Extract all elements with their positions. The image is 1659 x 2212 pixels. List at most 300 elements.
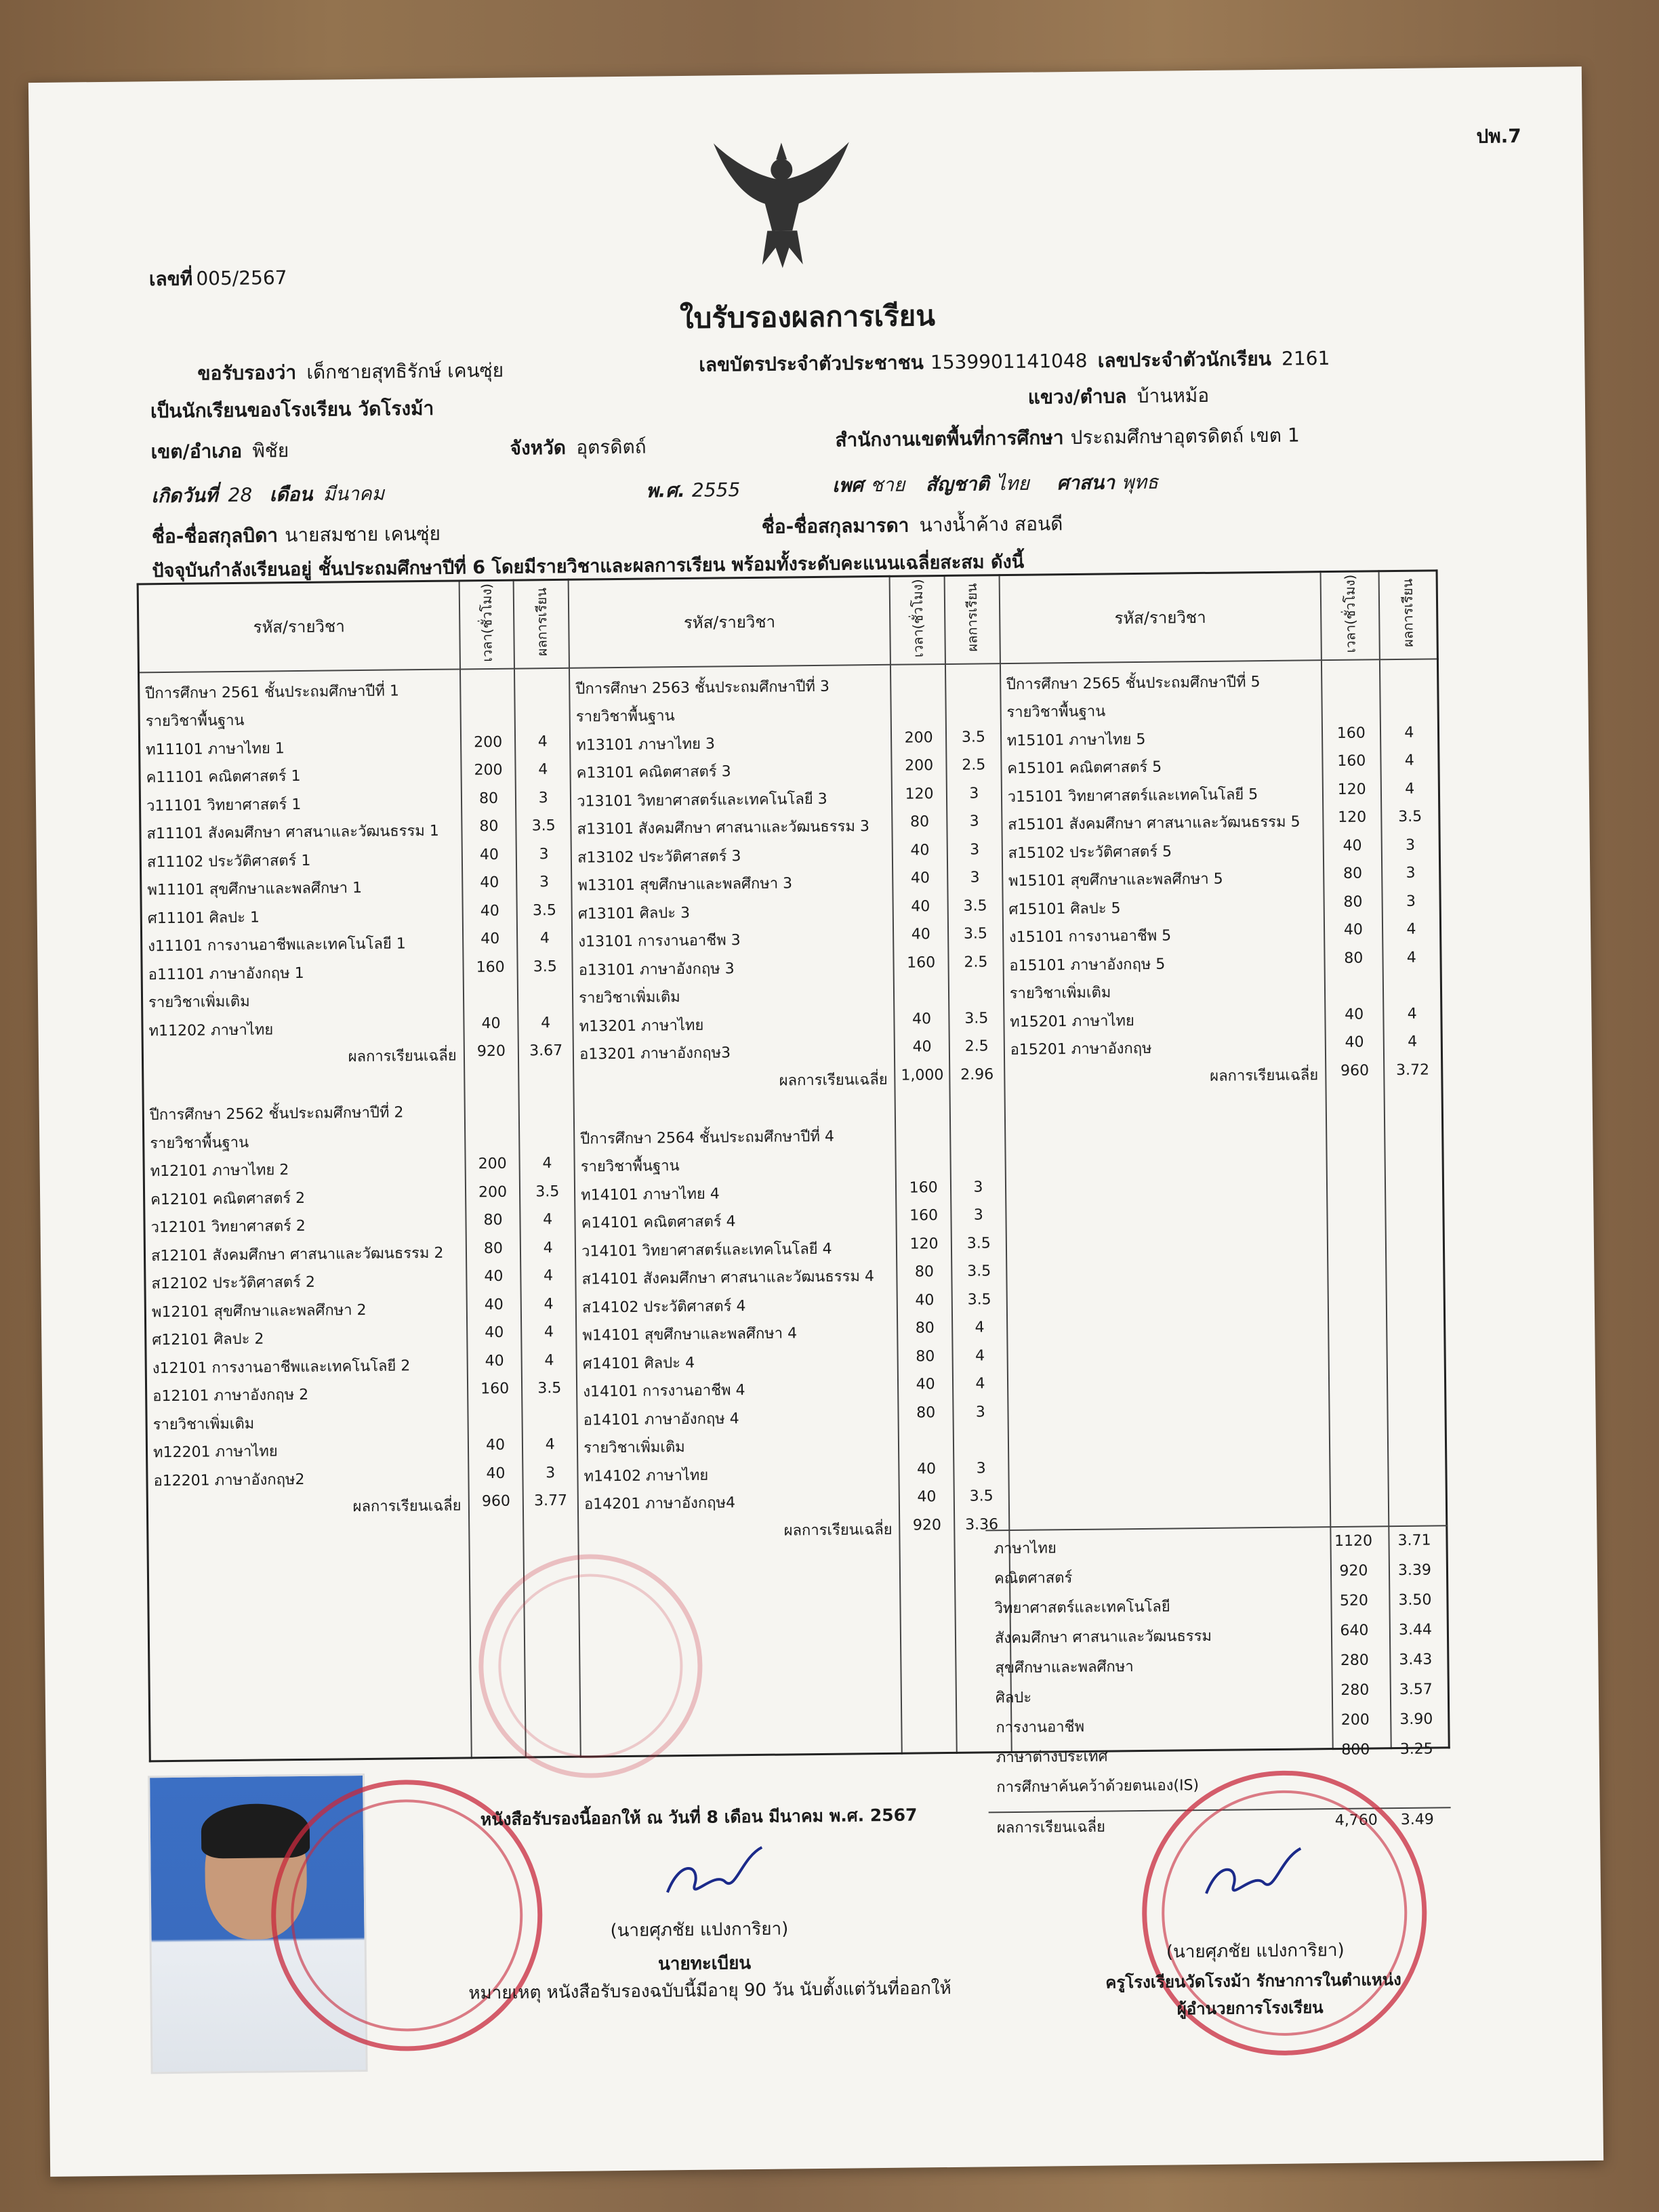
district-value: พิชัย (252, 439, 289, 462)
subject-hours (1322, 668, 1379, 669)
director-title: ครูโรงเรียนวัดโรงม้า รักษาการในตำแหน่ง (1105, 1970, 1401, 1992)
subject-grade: 3 (973, 1206, 983, 1224)
subject-name: รายวิชาพื้นฐาน (150, 1134, 249, 1152)
subject-name: ส13101 สังคมศึกษา ศาสนาและวัฒนธรรม 3 (577, 818, 870, 838)
summary-row (987, 1621, 1449, 1653)
summary-row (986, 1561, 1448, 1593)
subject-grade: 4 (544, 1351, 554, 1369)
student-no: 2161 (1281, 346, 1330, 370)
subject-grade: 3.5 (537, 1379, 562, 1397)
province-line (510, 432, 647, 464)
subject-grade: 3.5 (969, 1488, 994, 1505)
year-line (646, 475, 740, 506)
subject-name: ส11101 สังคมศึกษา ศาสนาและวัฒนธรรม 1 (146, 822, 439, 843)
subject-grade: 4 (541, 1014, 551, 1031)
student-name: เด็กชายสุทธิรักษ์ เคนซุ่ย (306, 359, 504, 384)
subject-hours: 120 (905, 785, 934, 803)
subject-hours: 80 (909, 813, 930, 831)
subject-grade: 3 (973, 1178, 983, 1196)
subject-grade: 3.67 (529, 1042, 563, 1060)
subject-name: อ14201 ภาษาอังกฤษ4 (583, 1494, 736, 1513)
subject-grade: 3.5 (964, 1009, 989, 1027)
subject-hours: 40 (480, 902, 499, 920)
summary-hours: 200 (1340, 1711, 1370, 1729)
header-subject: รหัส/รายวิชา (138, 581, 460, 672)
certify-line (197, 356, 504, 389)
subject-grade (946, 672, 1000, 673)
subject-hours: 80 (483, 1211, 503, 1229)
summary-hours: 640 (1340, 1622, 1369, 1639)
subdistrict-value: บ้านหม้อ (1136, 384, 1210, 407)
subdistrict-label: แขวง/ตำบล (1027, 385, 1127, 409)
subject-name: ปีการศึกษา 2562 ชั้นประถมศึกษาปีที่ 2 (149, 1104, 404, 1124)
subject-name: ค14101 คณิตศาสตร์ 4 (581, 1213, 736, 1232)
subject-name: อ12201 ภาษาอังกฤษ2 (153, 1471, 305, 1490)
subject-hours: 80 (483, 1240, 504, 1257)
student-no-label: เลขประจำตัวนักเรียน (1097, 347, 1271, 372)
year-label: พ.ศ. (646, 478, 685, 502)
summary-row (987, 1711, 1450, 1742)
subject-hours: 200 (474, 733, 503, 751)
subject-name: รายวิชาเพิ่มเติม (152, 1415, 255, 1433)
subject-grade: 4 (543, 1267, 554, 1285)
subject-hours: 920 (912, 1516, 942, 1534)
sex-value: ชาย (869, 473, 905, 497)
subject-name: ศ13101 ศิลปะ 3 (577, 904, 691, 923)
subject-hours: 40 (910, 869, 930, 887)
status-line: ปัจจุบันกำลังเรียนอยู่ ชั้นประถมศึกษาปีที่ 6 โดยมีรายวิชาและผลการเรียน พร้อมทั้งระดับคะแนนเฉลี่ยสะสม ดังนี้ (152, 551, 1025, 582)
subject-grade: 3.5 (531, 817, 556, 835)
subject-name: ท11101 ภาษาไทย 1 (146, 739, 285, 758)
summary-subject: การงานอาชีพ (996, 1718, 1085, 1737)
subject-hours: 40 (485, 1324, 504, 1342)
subject-name: ศ11101 ศิลปะ 1 (147, 909, 260, 927)
subject-hours (891, 672, 945, 673)
subject-hours: 40 (485, 1352, 504, 1370)
nationality-label: สัญชาติ (925, 472, 989, 496)
subject-hours: 160 (1337, 752, 1366, 770)
doc-number-value: 005/2567 (196, 266, 287, 290)
gpa-label: ผลการเรียนเฉลี่ย (1210, 1066, 1319, 1085)
subject-grade: 4 (975, 1375, 985, 1393)
subject-name: อ15201 ภาษาอังกฤษ (1010, 1040, 1152, 1059)
summary-hours: 800 (1341, 1741, 1370, 1759)
subject-grade (949, 981, 1003, 982)
religion-value: พุทธ (1121, 470, 1159, 494)
subject-name: ว15101 วิทยาศาสตร์และเทคโนโลยี 5 (1007, 785, 1258, 806)
subject-grade (954, 1431, 1008, 1432)
subject-hours: 40 (916, 1376, 935, 1393)
subject-hours: 960 (481, 1492, 511, 1511)
subject-hours: 40 (911, 926, 930, 943)
subject-name: พ11101 สุขศึกษาและพลศึกษา 1 (147, 879, 363, 899)
summary-grade: 3.43 (1399, 1651, 1433, 1669)
summary-grade: 3.71 (1397, 1532, 1431, 1550)
gpa-label: ผลการเรียนเฉลี่ย (779, 1071, 888, 1090)
footer-note: หมายเหตุ หนังสือรับรองฉบับนี้มีอายุ 90 วัน นับตั้งแต่วันที่ออกให้ (468, 1978, 951, 2004)
subject-hours: 40 (916, 1460, 937, 1477)
subject-hours: 40 (1343, 837, 1362, 855)
subject-grade: 4 (1405, 780, 1415, 798)
summary-subject: สุขศึกษาและพลศึกษา (995, 1658, 1134, 1677)
summary-grade: 3.90 (1399, 1711, 1433, 1729)
subject-grade: 4 (1407, 1005, 1417, 1023)
father-name: นายสมชาย เคนซุ่ย (285, 522, 441, 547)
transcript-paper (28, 66, 1603, 2177)
subject-name: อ11101 ภาษาอังกฤษ 1 (148, 964, 304, 983)
subject-hours: 40 (485, 1436, 506, 1454)
born-month: มีนาคม (323, 482, 385, 506)
subject-hours: 160 (909, 1179, 938, 1197)
subject-hours: 40 (910, 841, 930, 859)
subject-grade: 3.5 (966, 1234, 991, 1252)
subject-hours: 80 (916, 1404, 936, 1421)
subject-grade (520, 1126, 573, 1127)
subject-name: รายวิชาเพิ่มเติม (583, 1439, 685, 1457)
father-label: ชื่อ-ชื่อสกุลบิดา (151, 524, 279, 548)
subject-hours: 40 (484, 1267, 504, 1286)
subject-name: ว13101 วิทยาศาสตร์และเทคโนโลยี 3 (577, 790, 827, 811)
district-label: เขต/อำเภอ (150, 439, 243, 464)
summary-subject: ภาษาต่างประเทศ (996, 1748, 1108, 1767)
area-label: สำนักงานเขตพื้นที่การศึกษา (835, 426, 1064, 451)
registrar-title: นายทะเบียน (657, 1953, 752, 1975)
subject-name: ค13101 คณิตศาสตร์ 3 (576, 763, 731, 782)
subject-hours: 40 (479, 846, 499, 863)
subject-grade: 4 (975, 1347, 985, 1365)
mother-line (762, 509, 1063, 542)
subject-grade: 4 (543, 1211, 553, 1229)
subject-hours: 80 (1344, 949, 1364, 967)
subject-hours: 80 (478, 790, 499, 807)
subject-name: ท14102 ภาษาไทย (583, 1467, 709, 1486)
subject-name: ว11101 วิทยาศาสตร์ 1 (146, 796, 302, 815)
subject-hours: 160 (476, 958, 505, 976)
subject-hours: 120 (1338, 808, 1367, 826)
subject-name: ท15101 ภาษาไทย 5 (1006, 731, 1146, 750)
subject-name: ส11102 ประวัติศาสตร์ 1 (146, 852, 311, 871)
subject-grade (1380, 695, 1437, 696)
subject-grade: 3.5 (961, 728, 986, 746)
subject-grade (520, 1070, 573, 1071)
subject-name: อ13201 ภาษาอังกฤษ3 (579, 1044, 731, 1063)
summary-subject: ภาษาไทย (994, 1540, 1057, 1558)
subject-grade: 4 (538, 761, 548, 779)
subject-grade (951, 1150, 1004, 1151)
subject-grade: 4 (545, 1436, 555, 1454)
subject-name: ส12101 สังคมศึกษา ศาสนาและวัฒนธรรม 2 (150, 1244, 444, 1265)
subject-hours: 160 (480, 1380, 510, 1398)
subject-grade: 3 (1406, 864, 1416, 882)
subject-hours: 160 (907, 954, 936, 972)
subject-hours (895, 982, 948, 983)
subject-grade (951, 1122, 1004, 1123)
subject-hours (1322, 696, 1379, 697)
subject-grade: 2.5 (962, 756, 986, 774)
subject-grade: 3.5 (963, 925, 988, 943)
subject-name: อ15101 ภาษาอังกฤษ 5 (1009, 956, 1166, 975)
subject-name: ง13101 การงานอาชีพ 3 (578, 932, 741, 951)
director-signature (1199, 1845, 1308, 1907)
header-subject: รหัส/รายวิชา (999, 572, 1322, 663)
subject-name: ว14101 วิทยาศาสตร์และเทคโนโลยี 4 (581, 1240, 832, 1261)
subject-hours: 960 (1340, 1061, 1370, 1080)
subject-hours: 40 (1343, 921, 1364, 939)
district-line (150, 436, 289, 467)
subject-name: ท14101 ภาษาไทย 4 (581, 1185, 720, 1204)
subject-hours: 80 (915, 1319, 935, 1337)
subject-grade: 3 (539, 845, 549, 863)
school-label: เป็นนักเรียนของโรงเรียน (150, 398, 352, 423)
subject-grade: 4 (537, 733, 548, 750)
subject-hours: 920 (476, 1042, 506, 1061)
subject-grade: 3.5 (1398, 808, 1422, 825)
subject-grade: 3 (1405, 836, 1416, 854)
subject-name: ง11101 การงานอาชีพและเทคโนโลยี 1 (148, 935, 406, 956)
subject-grade: 3.5 (967, 1290, 991, 1309)
subject-grade: 2.96 (960, 1065, 994, 1084)
subject-hours: 40 (480, 874, 499, 892)
id-number: 1539901141048 (930, 349, 1088, 374)
subject-name: ปีการศึกษา 2563 ชั้นประถมศึกษาปีที่ 3 (575, 678, 830, 698)
subject-name: รายวิชาพื้นฐาน (580, 1158, 680, 1176)
subject-name: ปีการศึกษา 2564 ชั้นประถมศึกษาปีที่ 4 (580, 1128, 835, 1148)
col1-subjects (139, 669, 472, 1761)
doc-number (149, 263, 287, 294)
garuda-emblem-icon (707, 128, 857, 279)
born-day: 28 (228, 483, 253, 507)
subject-hours: 40 (481, 1015, 501, 1032)
summary-hours: 4,760 (1334, 1811, 1378, 1830)
subject-grade: 3.5 (963, 897, 987, 915)
subject-name: รายวิชาเพิ่มเติม (579, 989, 680, 1007)
subject-grade: 3.5 (967, 1263, 991, 1280)
subject-grade: 3 (976, 1459, 986, 1477)
subject-grade: 4 (1404, 752, 1414, 769)
subject-hours (899, 1432, 953, 1433)
header-grade: ผลการเรียน (945, 575, 1000, 664)
subject-grade: 3 (969, 784, 979, 802)
subject-grade: 3 (969, 813, 979, 830)
subject-name: ส13102 ประวัติศาสตร์ 3 (577, 847, 741, 867)
subject-name: ค15101 คณิตศาสตร์ 5 (1007, 758, 1162, 778)
birth-line (151, 479, 384, 512)
province-label: จังหวัด (510, 436, 567, 459)
subject-name: ส15101 สังคมศึกษา ศาสนาและวัฒนธรรม 5 (1008, 813, 1300, 834)
subject-name: ว12101 วิทยาศาสตร์ 2 (150, 1217, 306, 1237)
subject-grade: 4 (544, 1324, 554, 1341)
summary-grade: 3.50 (1398, 1591, 1432, 1610)
subject-name: พ14101 สุขศึกษาและพลศึกษา 4 (582, 1325, 798, 1345)
gpa-label: ผลการเรียนเฉลี่ย (348, 1047, 457, 1066)
summary-subject: ศิลปะ (995, 1689, 1032, 1707)
header-hours: เวลา(ชั่วโมง) (1320, 571, 1379, 660)
subject-name: ปีการศึกษา 2565 ชั้นประถมศึกษาปีที่ 5 (1006, 673, 1261, 693)
province-value: อุตรดิตถ์ (576, 435, 647, 459)
subject-hours: 1,000 (901, 1066, 944, 1084)
sex-label: เพศ (832, 474, 864, 497)
subject-name: ศ15101 ศิลปะ 5 (1008, 899, 1121, 918)
subject-hours (461, 705, 514, 706)
subject-hours: 120 (1337, 780, 1366, 798)
subject-grade: 4 (1406, 920, 1416, 938)
header-grade: ผลการเรียน (514, 579, 569, 668)
subject-hours (896, 1094, 949, 1095)
summary-subject: สังคมศึกษา ศาสนาและวัฒนธรรม (994, 1627, 1212, 1647)
subject-grade: 4 (542, 1155, 552, 1172)
subject-hours: 200 (905, 757, 934, 775)
subject-grade (518, 986, 572, 987)
summary-subject: การศึกษาค้นคว้าด้วยตนเอง(IS) (996, 1777, 1200, 1797)
summary-hours: 1120 (1334, 1532, 1373, 1551)
summary-grade (1388, 1770, 1446, 1771)
summary-hours: 920 (1339, 1562, 1368, 1580)
subject-name: ส14101 สังคมศึกษา ศาสนาและวัฒนธรรม 4 (581, 1268, 875, 1288)
summary-hours: 280 (1340, 1681, 1370, 1699)
subject-name: รายวิชาพื้นฐาน (145, 712, 245, 731)
subject-hours (466, 1127, 519, 1128)
subject-hours: 40 (486, 1465, 506, 1482)
subject-hours (1326, 977, 1382, 978)
subject-grade: 4 (544, 1295, 554, 1313)
form-code: ปพ.7 (1476, 125, 1521, 148)
summary-row (987, 1651, 1449, 1683)
subject-hours: 40 (911, 897, 930, 916)
subject-hours: 40 (484, 1296, 504, 1313)
subject-name: อ12101 ภาษาอังกฤษ 2 (152, 1386, 309, 1406)
religion-label: ศาสนา (1057, 471, 1115, 495)
subject-grade: 3 (546, 1464, 556, 1481)
table-header-row (138, 571, 1437, 672)
subject-hours: 80 (479, 817, 499, 836)
subject-grade: 3 (539, 874, 550, 891)
subject-name: ง14101 การงานอาชีพ 4 (583, 1382, 745, 1401)
mother-label: ชื่อ-ชื่อสกุลมารดา (761, 514, 909, 538)
subject-grade: 4 (543, 1239, 553, 1256)
summary-subject: คณิตศาสตร์ (994, 1570, 1073, 1588)
subject-grade: 3 (1406, 893, 1416, 910)
subject-name: ส15102 ประวัติศาสตร์ 5 (1008, 842, 1172, 862)
subject-name: ปีการศึกษา 2561 ชั้นประถมศึกษาปีที่ 1 (145, 682, 400, 702)
subject-hours: 40 (480, 930, 500, 948)
summary-subject: ผลการเรียนเฉลี่ย (996, 1818, 1106, 1837)
subject-name: อ13101 ภาษาอังกฤษ 3 (578, 960, 735, 979)
subject-hours: 200 (478, 1183, 508, 1201)
subject-grade: 4 (975, 1319, 985, 1336)
subject-grade: 3 (975, 1403, 985, 1421)
id-line (699, 344, 1330, 380)
subject-name: ค12101 คณิตศาสตร์ 2 (150, 1189, 306, 1208)
subject-hours: 200 (904, 729, 933, 747)
summary-grade: 3.57 (1399, 1681, 1433, 1699)
director-name: (นายศุภชัย แปงการิยา) (1166, 1940, 1345, 1963)
subject-name: ท12201 ภาษาไทย (152, 1443, 278, 1462)
subject-name: รายวิชาพื้นฐาน (575, 708, 675, 726)
subject-hours: 200 (474, 761, 503, 779)
month-label: เดือน (269, 483, 313, 506)
header-hours: เวลา(ชั่วโมง) (890, 575, 945, 664)
subject-name: ท15201 ภาษาไทย (1010, 1012, 1134, 1031)
subject-name: ศ14101 ศิลปะ 4 (582, 1354, 695, 1373)
subject-name: ค11101 คณิตศาสตร์ 1 (146, 767, 301, 787)
subject-grade: 3 (538, 789, 548, 806)
subject-name: ท13101 ภาษาไทย 3 (576, 735, 716, 754)
director-role: ผู้อำนวยการโรงเรียน (1176, 1998, 1324, 2019)
subject-grade: 4 (1408, 1033, 1418, 1050)
subject-name: พ13101 สุขศึกษาและพลศึกษา 3 (577, 875, 793, 895)
subject-hours (465, 1099, 518, 1100)
summary-row (987, 1681, 1450, 1713)
summary-row (985, 1532, 1448, 1563)
subject-grade: 3.72 (1395, 1061, 1430, 1079)
subject-name: ท12101 ภาษาไทย 2 (150, 1162, 289, 1181)
summary-subject: วิทยาศาสตร์และเทคโนโลยี (994, 1598, 1170, 1618)
subject-name: ง15101 การงานอาชีพ 5 (1008, 927, 1172, 947)
summary-box (985, 1525, 1450, 1837)
subject-grade: 4 (539, 930, 550, 947)
subject-grade: 2.5 (964, 1038, 989, 1055)
subdistrict-line (1028, 381, 1210, 413)
doc-number-label: เลขที่ (148, 267, 193, 291)
subject-hours: 40 (912, 1038, 932, 1056)
subject-hours: 40 (915, 1291, 935, 1309)
subject-grade: 3 (970, 869, 980, 886)
subject-hours (468, 1408, 522, 1409)
page-title: ใบรับรองผลการเรียน (679, 299, 936, 335)
school-line (150, 394, 434, 426)
subject-name: ง12101 การงานอาชีพและเทคโนโลยี 2 (152, 1357, 411, 1377)
subject-grade: 3.5 (532, 901, 557, 919)
summary-row (988, 1740, 1450, 1772)
subject-hours: 40 (912, 1010, 932, 1028)
header-grade: ผลการเรียน (1378, 571, 1437, 659)
summary-hours: 280 (1340, 1652, 1370, 1669)
subject-hours: 40 (1345, 1006, 1364, 1023)
subject-grade (516, 676, 569, 677)
summary-hours: 520 (1339, 1592, 1369, 1610)
issued-date: หนังสือรับรองนี้ออกให้ ณ วันที่ 8 เดือน มีนาคม พ.ศ. 2567 (480, 1805, 918, 1830)
subject-hours: 160 (909, 1207, 939, 1225)
subject-hours (461, 677, 514, 678)
summary-grade: 3.39 (1397, 1561, 1432, 1580)
born-label: เกิดวันที่ (151, 484, 218, 508)
subject-grade: 4 (1404, 724, 1414, 741)
subject-hours: 200 (478, 1155, 507, 1173)
header-subject: รหัส/รายวิชา (569, 576, 891, 668)
subject-name: ท11202 ภาษาไทย (148, 1021, 274, 1040)
header-hours: เวลา(ชั่วโมง) (459, 580, 514, 669)
subject-name: ส14102 ประวัติศาสตร์ 4 (581, 1297, 746, 1317)
subject-hours: 40 (917, 1488, 937, 1506)
registrar-name: (นายศุภชัย แปงการิยา) (610, 1919, 789, 1942)
subject-name: พ15101 สุขศึกษาและพลศึกษา 5 (1008, 870, 1223, 890)
subject-name: อ14101 ภาษาอังกฤษ 4 (583, 1410, 739, 1429)
gpa-label: ผลการเรียนเฉลี่ย (352, 1497, 462, 1516)
summary-grade: 3.25 (1399, 1740, 1433, 1759)
subject-grade: 3.36 (964, 1515, 999, 1534)
subject-name: ศ12101 ศิลปะ 2 (152, 1330, 264, 1349)
subject-hours: 80 (1343, 865, 1363, 882)
school-name: วัดโรงม้า (358, 396, 434, 421)
subject-grade: 4 (1406, 949, 1416, 966)
summary-row (986, 1591, 1448, 1623)
summary-grade: 3.44 (1398, 1621, 1433, 1639)
born-year: 2555 (691, 478, 741, 501)
subject-grade (947, 700, 1000, 701)
subject-hours: 160 (1336, 724, 1366, 742)
subject-hours (896, 1122, 949, 1123)
subject-hours: 80 (914, 1263, 935, 1281)
